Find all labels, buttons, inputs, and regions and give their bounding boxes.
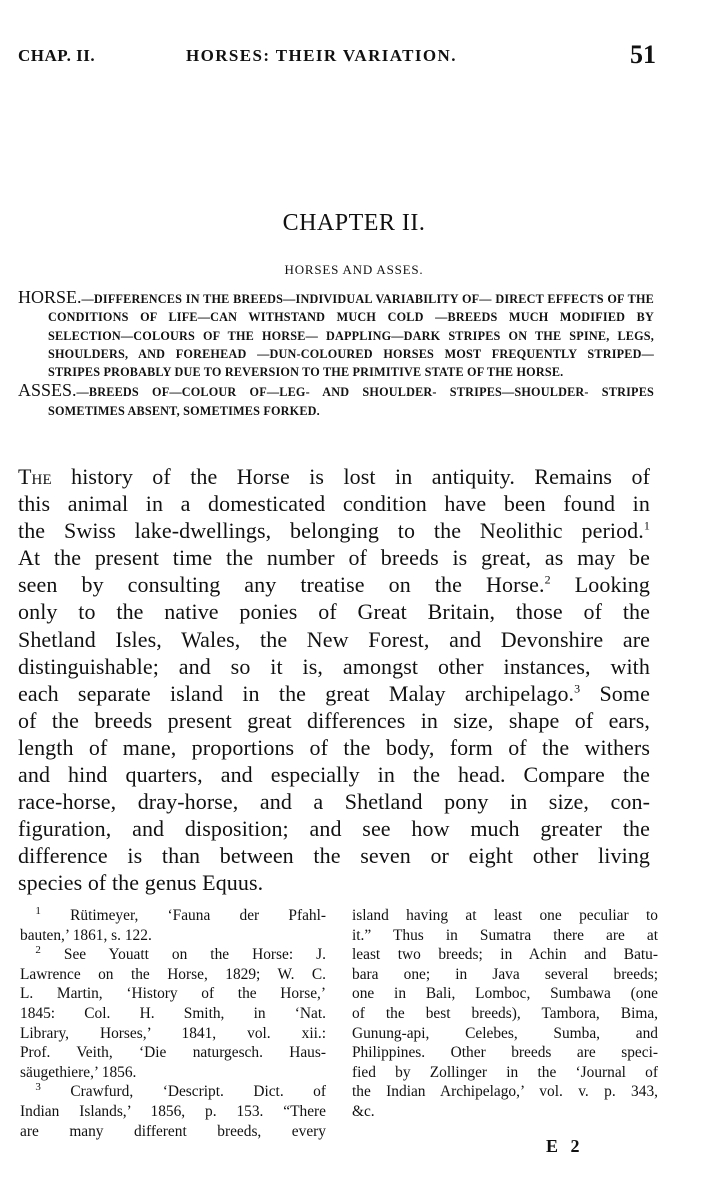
footnote-line: Indian Islands,’ 1856, p. 153. “There [20, 1102, 326, 1120]
footnote-number: 2 [35, 944, 41, 957]
footnote-line: one in Bali, Lomboc, Sumbawa (one [352, 985, 658, 1003]
footnote-ref[interactable]: 1 [643, 518, 650, 533]
text-line: species of the genus Equus. [18, 870, 264, 896]
footnotes-right-column [352, 906, 658, 1122]
footnote-line: of the best breeds), Tambora, Bima, [352, 1004, 658, 1022]
footnote-line: fied by Zollinger in the ‘Journal of [352, 1063, 658, 1081]
page-number: 51 [630, 40, 656, 69]
text-line: difference is than between the seven or eight other living [18, 843, 650, 869]
footnote-line: 1845: Col. H. Smith, in ‘Nat. [20, 1004, 326, 1022]
footnote-line: Prof. Veith, ‘Die naturgesch. Haus- [20, 1044, 326, 1062]
footnote-line: Philippines. Other breeds are speci- [352, 1044, 658, 1062]
running-head [18, 40, 656, 74]
footnote-line: it.” Thus in Sumatra there are at [352, 926, 658, 944]
footnote-ref[interactable]: 2 [544, 573, 551, 588]
synopsis-asses: ASSES.—BREEDS OF—COLOUR OF—LEG- AND SHOULDER- STRIPES—SHOULDER- STRIPES SOMETIMES ABSENT, SOMETIMES FORKED. [18, 380, 654, 418]
footnote-line: the Indian Archipelago,’ vol. v. p. 343, [352, 1083, 658, 1101]
synopsis-asses-heading: ASSES. [18, 380, 77, 401]
footnote-number: 1 [35, 904, 41, 917]
text-line: this animal in a domesticated condition have been found in [18, 491, 650, 517]
footnote-ref[interactable]: 3 [574, 681, 581, 696]
footnote-line: Gunung-api, Celebes, Sumba, and [352, 1024, 658, 1042]
text-line: and hind quarters, and especially in the head. Compare the [18, 762, 650, 788]
footnote-line: are many different breeds, every [20, 1122, 326, 1140]
chapter-title: CHAPTER II. [282, 210, 426, 236]
synopsis-horse-heading: HORSE. [18, 287, 82, 307]
synopsis-horse: HORSE.—DIFFERENCES IN THE BREEDS—INDIVIDUAL VARIABILITY OF— DIRECT EFFECTS OF THE CONDITIONS OF LIFE—CAN WITHSTAND MUCH COLD —BREEDS MUCH MODIFIED BY SELECTION—COLOURS OF THE HORSE— DAPPLING—DARK STRIPES ON THE SPINE, LEGS, SHOULDERS, AND FOREHEAD —DUN-COLOURED HORSES MOST FREQUENTLY STRIPED—STRIPES PROBABLY DUE TO REVERSION TO THE PRIMITIVE STATE OF THE HORSE. [18, 287, 655, 380]
footnote-line: $^3$ Crawfurd, ‘Descript. Dict. of [35, 1081, 326, 1101]
chapter-ref: CHAP. II. [18, 46, 96, 65]
text-line: seen by consulting any treatise on the Horse.$^2$ Looking [18, 572, 650, 598]
body-paragraph [18, 463, 650, 897]
chapter-synopsis [18, 288, 654, 420]
footnote-line: bauten,’ 1861, s. 122. [20, 926, 152, 944]
chapter-subtitle: HORSES AND ASSES. [284, 262, 424, 277]
footnote-line: säugethiere,’ 1856. [20, 1063, 137, 1081]
text-line: only to the native ponies of Great Britain, those of the [18, 599, 650, 625]
running-title: HORSES: THEIR VARIATION. [186, 46, 457, 65]
footnote-line: $^1$ Rütimeyer, ‘Fauna der Pfahl- [35, 904, 326, 924]
footnote-line: L. Martin, ‘History of the Horse,’ [20, 985, 326, 1003]
text-line: each separate island in the great Malay archipelago.$^3$ Some [18, 680, 650, 706]
footnote-line: &c. [352, 1102, 375, 1120]
text-line: distinguishable; and so it is, amongst other instances, with [18, 653, 650, 679]
text-line: of the breeds present great differences in size, shape of ears, [18, 707, 650, 733]
footnote-line: $^2$ See Youatt on the Horse: J. [35, 944, 326, 964]
text-line: Shetland Isles, Wales, the New Forest, and Devonshire are [18, 626, 650, 652]
text-line: the Swiss lake-dwellings, belonging to the Neolithic period.$^1$ [18, 518, 650, 544]
footnote-line: Library, Horses,’ 1841, vol. xii.: [20, 1024, 326, 1042]
footnotes-left-column [20, 906, 326, 1141]
text-line: race-horse, dray-horse, and a Shetland pony in size, con- [18, 789, 650, 815]
text-line: length of mane, proportions of the body, form of the withers [18, 734, 650, 760]
printer-signature: E 2 [546, 1136, 584, 1156]
text-line: The history of the Horse is lost in antiquity. Remains of [18, 464, 650, 489]
footnote-line: least two breeds; in Achin and Batu- [352, 946, 658, 964]
footnote-line: Lawrence on the Horse, 1829; W. C. [20, 965, 326, 983]
text-line: At the present time the number of breeds is great, as may be [18, 545, 650, 571]
text-line: figuration, and disposition; and see how much greater the [18, 816, 650, 842]
footnote-line: island having at least one peculiar to [352, 907, 658, 924]
footnote-number: 3 [35, 1081, 41, 1094]
footnote-line: bara one; in Java several breeds; [352, 965, 658, 983]
drop-word: The [18, 464, 52, 489]
